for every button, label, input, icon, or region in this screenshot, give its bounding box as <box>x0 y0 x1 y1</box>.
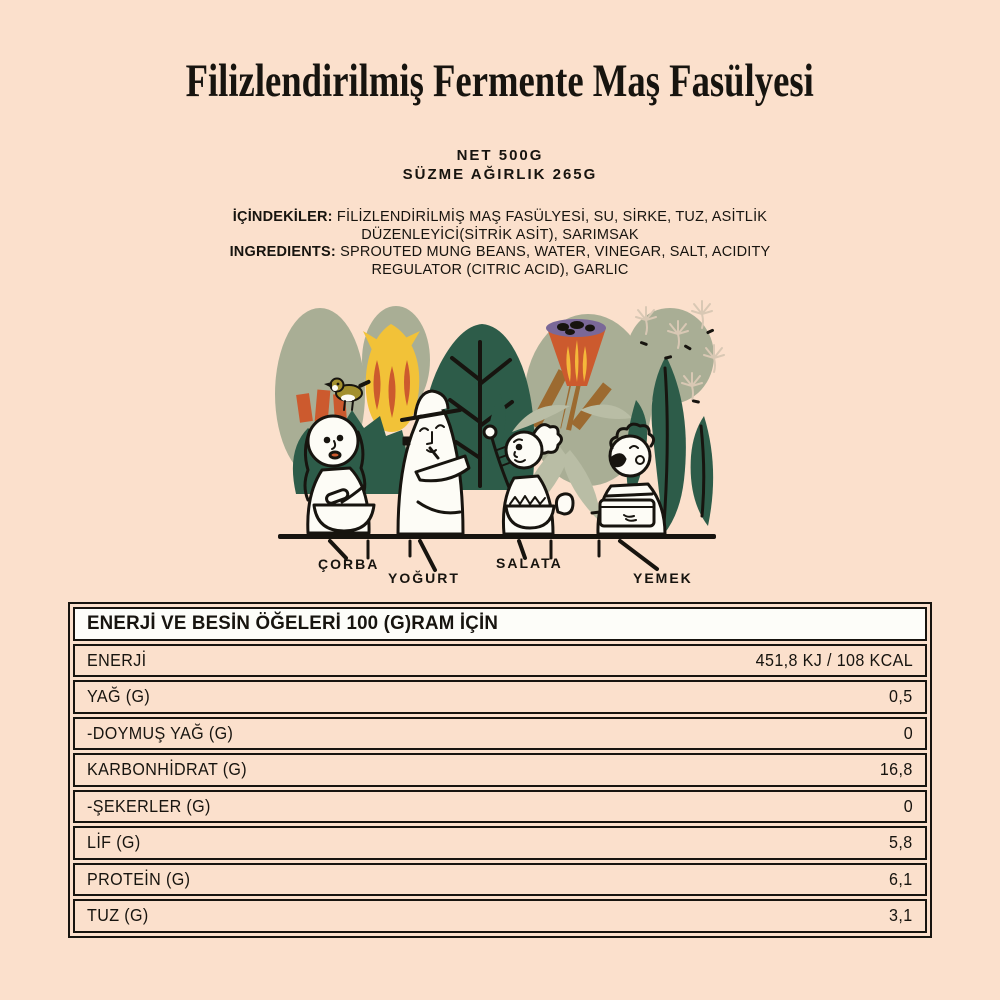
page-title-text: Filizlendirilmiş Fermente Maş Fasülyesi <box>185 55 815 107</box>
nutrition-row-protein <box>73 863 927 897</box>
nutrition-table-header <box>73 607 927 641</box>
food-label-salata: SALATA <box>496 555 563 571</box>
nutrition-row-saturated-fat <box>73 717 927 751</box>
row-value: 0,5 <box>889 686 913 707</box>
food-label-yemek: YEMEK <box>633 570 693 586</box>
nutrition-row-sugars <box>73 790 927 824</box>
ingredients-label-en: INGREDIENTS: <box>229 244 336 261</box>
weight-block <box>0 146 1000 184</box>
row-value: 0 <box>903 722 913 743</box>
nutrition-row-carbohydrate <box>73 753 927 787</box>
nutrition-row-fat <box>73 680 927 714</box>
row-label: -ŞEKERLER (G) <box>87 795 211 816</box>
row-label: KARBONHİDRAT (G) <box>87 759 248 780</box>
dinner-illustration <box>268 298 732 598</box>
row-value: 0 <box>903 795 913 816</box>
row-label: PROTEİN (G) <box>87 868 191 889</box>
nutrition-row-fiber <box>73 826 927 860</box>
food-label-corba: ÇORBA <box>318 556 380 572</box>
row-value: 5,8 <box>889 832 913 853</box>
ingredients-text-tr: FİLİZLENDİRİLMİŞ MAŞ FASÜLYESİ, SU, SİRKE, TUZ, ASİTLİK DÜZENLEYİCİ(SİTRİK ASİT), SARIMSAK <box>336 209 768 243</box>
nutrition-row-energy <box>73 644 927 678</box>
ingredients-block <box>228 209 772 279</box>
food-label-yogurt: YOĞURT <box>388 570 460 586</box>
page-title <box>0 54 1000 108</box>
row-label: -DOYMUŞ YAĞ (G) <box>87 722 234 743</box>
nutrition-table-header-text: ENERJİ VE BESİN ÖĞELERİ 100 (G)RAM İÇİN <box>87 612 499 635</box>
yellow-flower <box>363 324 420 432</box>
row-label: TUZ (G) <box>87 905 149 926</box>
nutrition-table <box>68 602 932 938</box>
net-weight: NET 500G <box>456 147 544 164</box>
row-label: LİF (G) <box>87 832 141 853</box>
nutrition-row-salt <box>73 899 927 933</box>
ingredients-text-en: SPROUTED MUNG BEANS, WATER, VINEGAR, SALT, ACIDITY REGULATOR (CITRIC ACID), GARLIC <box>340 244 771 278</box>
row-label: ENERJİ <box>87 649 147 670</box>
ingredients-label-tr: İÇİNDEKİLER: <box>232 209 333 225</box>
row-value: 6,1 <box>889 868 913 889</box>
row-label: YAĞ (G) <box>87 686 151 707</box>
drained-weight: SÜZME AĞIRLIK 265G <box>402 166 598 183</box>
row-value: 16,8 <box>880 759 913 780</box>
row-value: 3,1 <box>889 905 913 926</box>
row-value: 451,8 KJ / 108 KCAL <box>755 649 913 670</box>
